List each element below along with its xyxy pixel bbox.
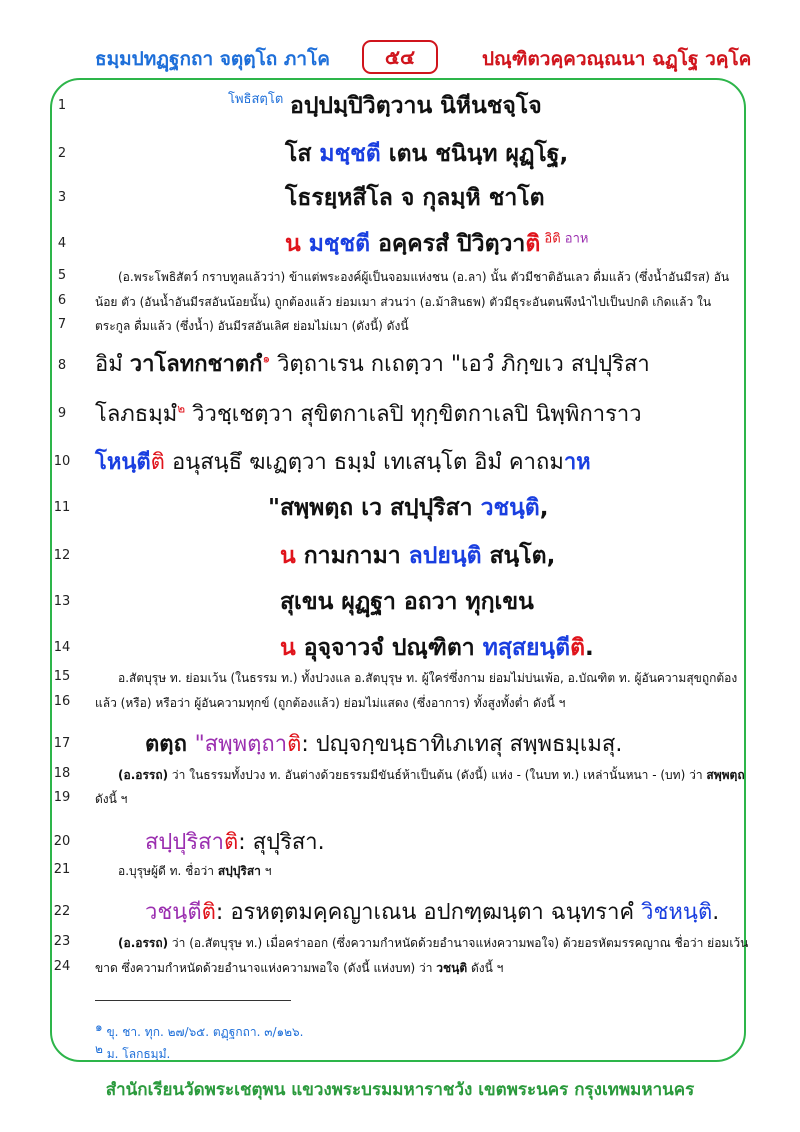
verse-word: "สพฺพตฺถ เว สปฺปุริสา xyxy=(268,495,481,521)
body-text xyxy=(95,444,720,479)
verse-word-highlight: ทสฺสยนฺตี xyxy=(482,635,571,661)
headword: "สพฺพตฺถา xyxy=(194,732,288,757)
gloss-word: วชนฺติ xyxy=(436,961,468,975)
aha-marker: อาห xyxy=(560,231,589,247)
body-word: โลภธมฺมํ xyxy=(95,402,178,427)
body-word: : อรหตฺตมคฺคญาเณน อปกฑฺฒนฺตา ฉนฺทราคํ xyxy=(215,900,642,925)
footnote-mark: ๑ xyxy=(95,1020,103,1034)
verse-word-highlight: ลปยนฺติ xyxy=(408,543,482,569)
page-footer: สำนักเรียนวัดพระเชตุพน แขวงพระบรมมหาราชวัง เขตพระนคร กรุงเทพมหานคร xyxy=(105,1080,695,1100)
footnote-text: ขุ. ชา. ทุก. ๒๗/๖๕. ตฏฺฐกถา. ๓/๑๒๖. xyxy=(102,1025,304,1039)
body-word: วิวชฺเชตฺวา สุขิตกาเลปิ ทุกฺขิตกาเลปิ นิพฺพิการาว xyxy=(185,402,642,427)
iti-marker: ติ xyxy=(223,830,239,855)
iti-marker: ติ xyxy=(201,900,216,925)
line-number: 19 xyxy=(53,790,71,805)
gloss-text xyxy=(118,766,745,785)
verse-word-highlight: น xyxy=(285,231,301,257)
verse-word-highlight: ติ xyxy=(570,635,586,661)
line-number: 3 xyxy=(57,190,67,205)
body-word-highlight: ติ xyxy=(150,450,165,475)
line-number: 18 xyxy=(53,766,71,781)
gloss-word: ฯ xyxy=(260,864,272,878)
verse-word: อุจฺจาวจํ ปณฺฑิตา xyxy=(295,635,483,661)
footnote-mark: ๒ xyxy=(95,1042,103,1056)
body-word: : ปญฺจกฺขนฺธาทิเภเทสุ สพฺพธมฺเมสุ. xyxy=(301,732,623,757)
line-number: 10 xyxy=(53,454,71,469)
line-number: 5 xyxy=(57,268,67,283)
verse-text: อปฺปมฺปิวิตฺวาน นิหีนชจฺโจ xyxy=(290,93,542,119)
footnote-1 xyxy=(95,1018,303,1042)
verse-text: สุเขน ผุฏฺฐา อถวา ทุกฺเขน xyxy=(280,589,534,615)
verse-word: . xyxy=(585,635,594,661)
footnote-ref[interactable]: ๒ xyxy=(177,401,186,416)
footnote-ref[interactable]: ๑ xyxy=(262,351,271,366)
verse-word: , xyxy=(539,495,549,521)
body-word-highlight: โหนฺตี xyxy=(95,450,151,475)
verse-word: กามกามา xyxy=(295,543,409,569)
gloss-word: (อ.อรรถ) xyxy=(118,768,169,782)
body-word-highlight: าห xyxy=(563,450,591,475)
gloss-word: สปฺปุริสา xyxy=(217,864,261,878)
line-number: 11 xyxy=(53,500,71,515)
body-word: วิตฺถาเรน กเถตฺวา "เอวํ ภิกฺขเว สปฺปุริสา xyxy=(270,352,650,377)
body-text xyxy=(95,396,720,431)
body-word: . xyxy=(712,900,720,925)
verse-word-highlight: น xyxy=(280,543,296,569)
line-number: 4 xyxy=(57,236,67,251)
body-word: : สุปุริสา. xyxy=(238,830,325,855)
verse-text xyxy=(268,490,720,526)
line-number: 7 xyxy=(57,317,67,332)
gloss-word: ว่า ในธรรมทั้งปวง ท. อันต่างด้วยธรรมมีขันธ์ห้าเป็นต้น (ดังนี้) แห่ง - (ในบท ท.) เหล่านั้นหนา - (บท) ว่า xyxy=(168,768,707,782)
line-number: 20 xyxy=(53,834,71,849)
gloss-word: ว่า (อ.สัตบุรุษ ท.) เมื่อคร่าออก (ซึ่งความกำหนัดด้วยอำนาจแห่งความพอใจ) ด้วยอรหัตมรรคญาณ ชื่อว่า ย่อมเว้น xyxy=(168,936,749,950)
gloss-text xyxy=(118,862,720,881)
verse-text xyxy=(280,538,720,574)
gloss-word: (อ.อรรถ) xyxy=(118,936,169,950)
line-number: 14 xyxy=(53,640,71,655)
body-text xyxy=(145,824,720,859)
gloss-text: (อ.พระโพธิสัตว์ กราบทูลแล้วว่า) ข้าแต่พระองค์ผู้เป็นจอมแห่งชน (อ.ลา) นั้น ตัวมีชาติอันเลว ดื่มแล้ว (ซึ่งน้ำอันมีรส) อัน xyxy=(118,270,730,284)
iti-marker: อิติ xyxy=(540,231,561,247)
verse-text xyxy=(280,630,720,666)
footnote-2 xyxy=(95,1040,170,1064)
line-number: 2 xyxy=(57,146,67,161)
line-number: 1 xyxy=(57,98,67,113)
line-number: 24 xyxy=(53,959,71,974)
body-word-highlight: วิชหนฺติ xyxy=(641,900,713,925)
gloss-text: ดังนี้ ฯ xyxy=(95,792,128,806)
verse-word: อคฺครสํ ปิวิตฺวา xyxy=(370,231,526,257)
body-text xyxy=(95,346,720,381)
gloss-word: สพฺพตฺถ xyxy=(706,768,745,782)
line-number: 15 xyxy=(53,669,71,684)
gloss-text: อ.สัตบุรุษ ท. ย่อมเว้น (ในธรรม ท.) ทั้งปวงแล อ.สัตบุรุษ ท. ผู้ใคร่ซึ่งกาม ย่อมไม่บ่นเพ้อ, อ.บัณฑิต ท. ผู้อันความสุขถูกต้อง xyxy=(118,671,738,685)
verse-word: เตน ชนินฺท ผุฏฺโฐ, xyxy=(380,141,569,167)
gloss-word: อ.บุรุษผู้ดี ท. ชื่อว่า xyxy=(118,864,218,878)
verse-word: โส xyxy=(285,141,320,167)
chapter-title: ปณฺฑิตวคฺควณฺณนา ฉฏฺโฐ วคฺโค xyxy=(482,48,752,70)
jataka-title: วาโลทกชาตกํ xyxy=(129,352,263,377)
gloss-text xyxy=(95,959,720,978)
body-text xyxy=(145,726,720,761)
gloss-text: แล้ว (หรือ) หรือว่า ผู้อันความทุกข์ (ถูกต้องแล้ว) ย่อมไม่แสดง (ซึ่งอาการ) ทั้งสูงทั้งต่ำ ดังนี้ ฯ xyxy=(95,696,566,710)
verse-word: สนฺโต, xyxy=(481,543,556,569)
line-number: 12 xyxy=(53,548,71,563)
line-number: 17 xyxy=(53,736,71,751)
gloss-word: ขาด ซึ่งความกำหนัดด้วยอำนาจแห่งความพอใจ (ดังนี้ แห่งบท) ว่า xyxy=(95,961,437,975)
line-number: 6 xyxy=(57,293,67,308)
headword: สปฺปุริสา xyxy=(145,830,224,855)
verse-text xyxy=(285,136,720,172)
page-header xyxy=(0,40,800,76)
book-title: ธมฺมปทฏฺฐกถา จตุตฺโถ ภาโค xyxy=(95,48,331,70)
line-number: 23 xyxy=(53,934,71,949)
iti-marker: ติ xyxy=(287,732,302,757)
headword: วชนฺตี xyxy=(145,900,202,925)
verse-word-highlight: วชนฺติ xyxy=(480,495,540,521)
page-number-badge: ๕๔ xyxy=(362,40,438,74)
verse-text xyxy=(285,226,720,262)
verse-word-highlight: ติ xyxy=(525,231,541,257)
verse-word-highlight: มชฺชตี xyxy=(319,141,381,167)
gloss-text: ตระกูล ดื่มแล้ว (ซึ่งน้ำ) อันมีรสอันเลิศ ย่อมไม่เมา (ดังนี้) ดังนี้ xyxy=(95,319,409,333)
line-number: 22 xyxy=(53,904,71,919)
gloss-text: น้อย ตัว (อันน้ำอันมีรสอันน้อยนั้น) ถูกต้องแล้ว ย่อมเมา ส่วนว่า (อ.ม้าสินธพ) ตัวมีธุระอันตนพึงนำไปเป็นปกติ เกิดแล้ว ใน xyxy=(95,295,712,309)
body-word: อิมํ xyxy=(95,352,130,377)
verse-text: โธรยฺหสีโล จ กุลมฺหิ ชาโต xyxy=(285,185,545,211)
footnote-text: ม. โลกธมฺมํ. xyxy=(102,1047,171,1061)
interlinear-note: โพธิสตฺโต xyxy=(228,92,284,107)
body-word: ตตฺถ xyxy=(145,732,195,757)
gloss-word: ดังนี้ ฯ xyxy=(467,961,504,975)
body-word: อนุสนฺธึ ฆเฏตฺวา ธมฺมํ เทเสนฺโต อิมํ คาถม xyxy=(164,450,564,475)
footnote-divider xyxy=(95,1000,291,1001)
verse-word-highlight: มชฺชตี xyxy=(300,231,371,257)
body-text xyxy=(145,894,720,929)
verse-word-highlight: น xyxy=(280,635,296,661)
line-number: 21 xyxy=(53,862,71,877)
line-number: 8 xyxy=(57,358,67,373)
gloss-text xyxy=(118,934,749,953)
line-number: 9 xyxy=(57,406,67,421)
line-number: 16 xyxy=(53,694,71,709)
line-number: 13 xyxy=(53,594,71,609)
